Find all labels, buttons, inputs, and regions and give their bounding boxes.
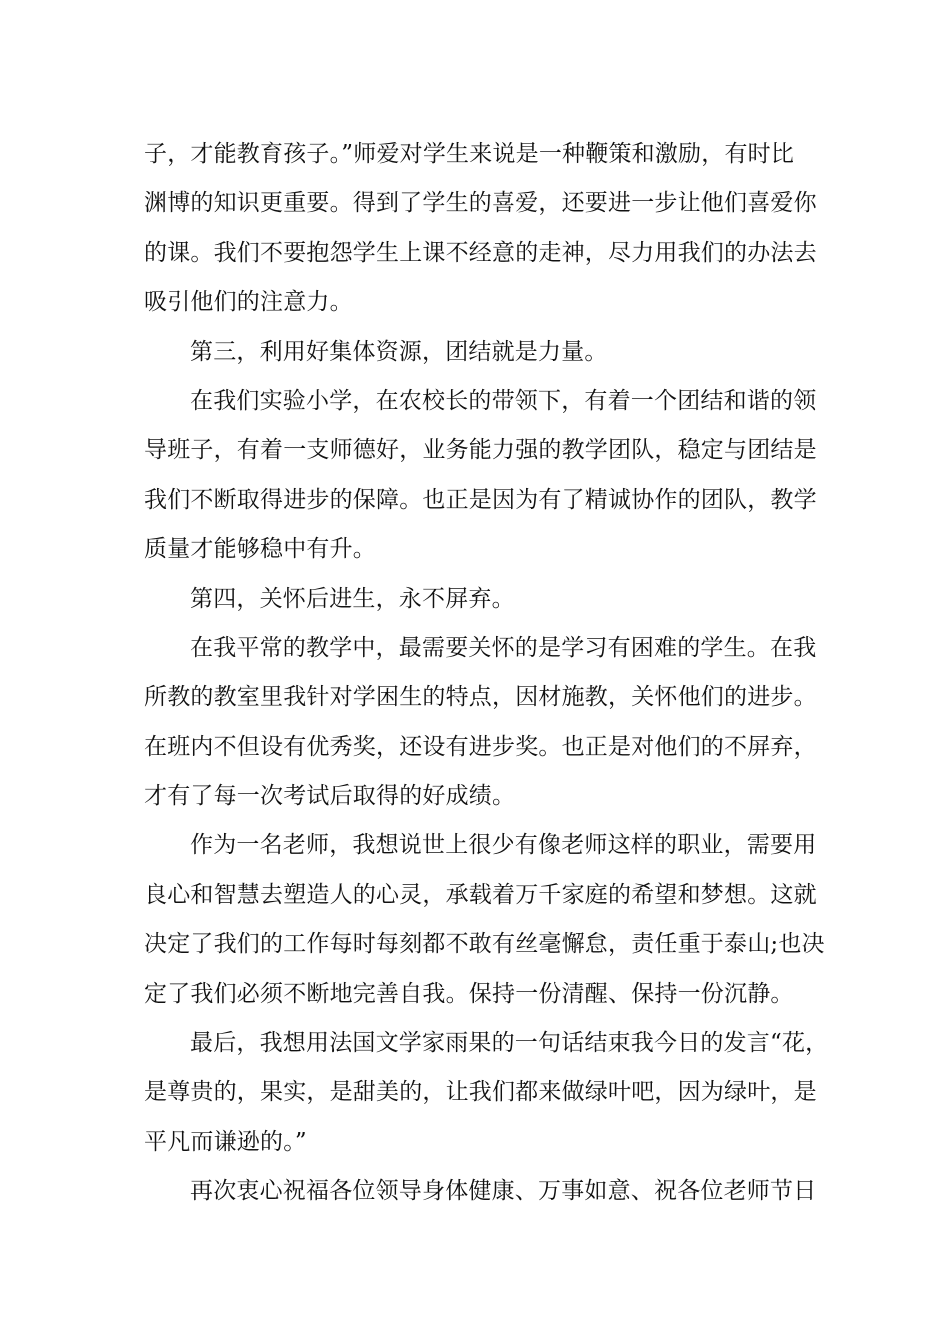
text-line: 吸引他们的注意力。 xyxy=(144,289,353,316)
text-line: 作为一名老师，我想说世上很少有像老师这样的职业，需要用 xyxy=(190,832,817,859)
text-line: 所教的教室里我针对学困生的特点，因材施教，关怀他们的进步。 xyxy=(144,684,817,711)
text-line: 最后，我想用法国文学家雨果的一句话结束我今日的发言“花， xyxy=(190,1030,829,1057)
text-line: 是尊贵的，果实，是甜美的，让我们都来做绿叶吧，因为绿叶，是 xyxy=(144,1079,817,1106)
text-line: 导班子，有着一支师德好，业务能力强的教学团队，稳定与团结是 xyxy=(144,437,817,464)
text-line: 第三，利用好集体资源，团结就是力量。 xyxy=(190,338,608,365)
text-line: 在我们实验小学，在农校长的带领下，有着一个团结和谐的领 xyxy=(190,387,817,414)
text-line: 在我平常的教学中，最需要关怀的是学习有困难的学生。在我 xyxy=(190,634,817,661)
text-line: 的课。我们不要抱怨学生上课不经意的走神，尽力用我们的办法去 xyxy=(144,239,817,266)
text-line: 才有了每一次考试后取得的好成绩。 xyxy=(144,783,516,810)
text-line: 平凡而谦逊的。” xyxy=(144,1128,307,1155)
text-line: 渊博的知识更重要。得到了学生的喜爱，还要进一步让他们喜爱你 xyxy=(144,190,817,217)
text-line: 定了我们必须不断地完善自我。保持一份清醒、保持一份沉静。 xyxy=(144,980,794,1007)
text-line: 决定了我们的工作每时每刻都不敢有丝毫懈怠，责任重于泰山;也决 xyxy=(144,931,825,958)
text-line: 质量才能够稳中有升。 xyxy=(144,536,376,563)
text-line: 在班内不但设有优秀奖，还设有进步奖。也正是对他们的不屏弃， xyxy=(144,733,817,760)
text-line: 子，才能教育孩子。”师爱对学生来说是一种鞭策和激励，有时比 xyxy=(144,141,795,167)
document-body xyxy=(144,130,829,1217)
text-line: 我们不断取得进步的保障。也正是因为有了精诚协作的团队，教学 xyxy=(144,486,817,513)
text-line: 第四，关怀后进生，永不屏弃。 xyxy=(190,585,515,612)
text-line: 再次衷心祝福各位领导身体健康、万事如意、祝各位老师节日 xyxy=(190,1178,817,1205)
text-line: 良心和智慧去塑造人的心灵，承载着万千家庭的希望和梦想。这就 xyxy=(144,881,817,908)
